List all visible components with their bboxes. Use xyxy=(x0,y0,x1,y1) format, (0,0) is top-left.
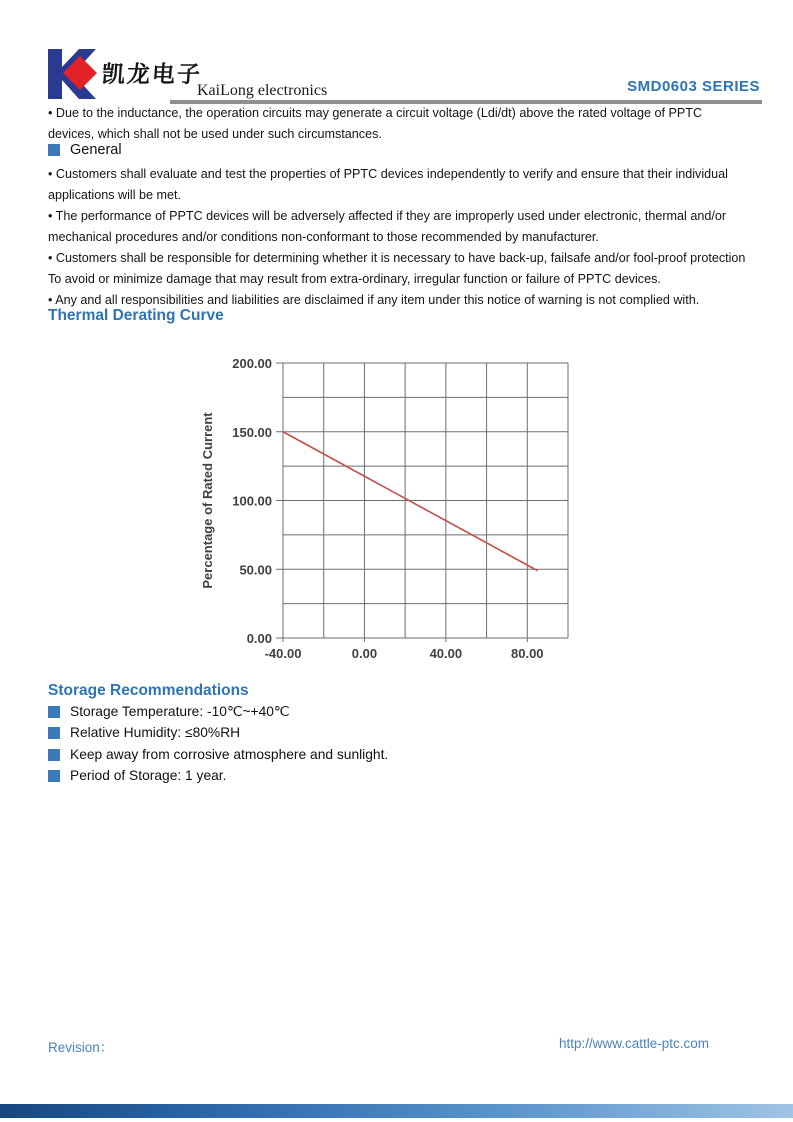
storage-item: Relative Humidity: ≤80%RH xyxy=(48,725,240,740)
revision-label: Revision： xyxy=(48,1040,114,1055)
storage-item: Keep away from corrosive atmosphere and sunlight. xyxy=(48,747,388,762)
derating-line xyxy=(283,432,537,571)
storage-item: Storage Temperature: -10℃~+40℃ xyxy=(48,704,289,720)
y-tick-label: 100.00 xyxy=(232,493,272,509)
notice-paragraph: • Due to the inductance, the operation circuits may generate a circuit voltage (Ldi/dt) above the rated voltage of PPTC devices, which shall not be used under such circumstances. xyxy=(48,106,703,141)
x-tick-label: 40.00 xyxy=(429,646,463,661)
storage-recommendations-heading: Storage Recommendations xyxy=(48,682,249,699)
x-tick-label: 80.00 xyxy=(511,646,544,661)
kailong-logo-icon xyxy=(44,47,102,103)
general-section-label xyxy=(48,142,122,158)
footer-bar xyxy=(0,1104,793,1118)
notice-paragraph: • The performance of PPTC devices will be adversely affected if they are improperly used under electronic, thermal and/or mechanical procedures and/or conditions non-conformant to those recommended by manufacturer. xyxy=(48,209,727,244)
y-axis-title: Percentage of Rated Current xyxy=(200,412,215,589)
square-bullet-icon xyxy=(48,727,60,739)
thermal-derating-plot xyxy=(180,342,600,672)
y-tick-label: 0.00 xyxy=(246,631,272,646)
thermal-derating-heading: Thermal Derating Curve xyxy=(48,307,224,324)
storage-item: Period of Storage: 1 year. xyxy=(48,768,226,783)
notice-paragraph: • Customers shall be responsible for determining whether it is necessary to have back-up, failsafe and/or fool-proof protection To avoid or minimize damage that may result from extra-ordinary, irregular function or failure of PPTC devices. xyxy=(48,251,746,286)
y-tick-label: 50.00 xyxy=(239,562,272,578)
website-link[interactable]: http://www.cattle-ptc.com xyxy=(558,1036,709,1051)
general-label-text: General xyxy=(70,142,122,158)
thermal-derating-chart xyxy=(180,342,600,672)
square-bullet-icon xyxy=(48,749,60,761)
y-tick-label: 200.00 xyxy=(232,356,272,371)
x-tick-label: 0.00 xyxy=(351,646,378,661)
notice-paragraph: • Customers shall evaluate and test the properties of PPTC devices independently to verify and ensure that their individual applications will be met. xyxy=(48,167,728,202)
square-bullet-icon xyxy=(48,770,60,782)
y-tick-label: 150.00 xyxy=(232,424,272,440)
series-title: SMD0603 SERIES xyxy=(627,78,760,95)
notice-paragraph: • Any and all responsibilities and liabilities are disclaimed if any item under this notice of warning is not complied with. xyxy=(48,293,700,307)
square-bullet-icon xyxy=(48,706,60,718)
logo-chinese-text: 凯龙电子 xyxy=(100,62,203,88)
x-tick-label: -40.00 xyxy=(264,646,302,661)
square-bullet-icon xyxy=(48,144,60,156)
logo-english-text: KaiLong electronics xyxy=(197,82,328,99)
